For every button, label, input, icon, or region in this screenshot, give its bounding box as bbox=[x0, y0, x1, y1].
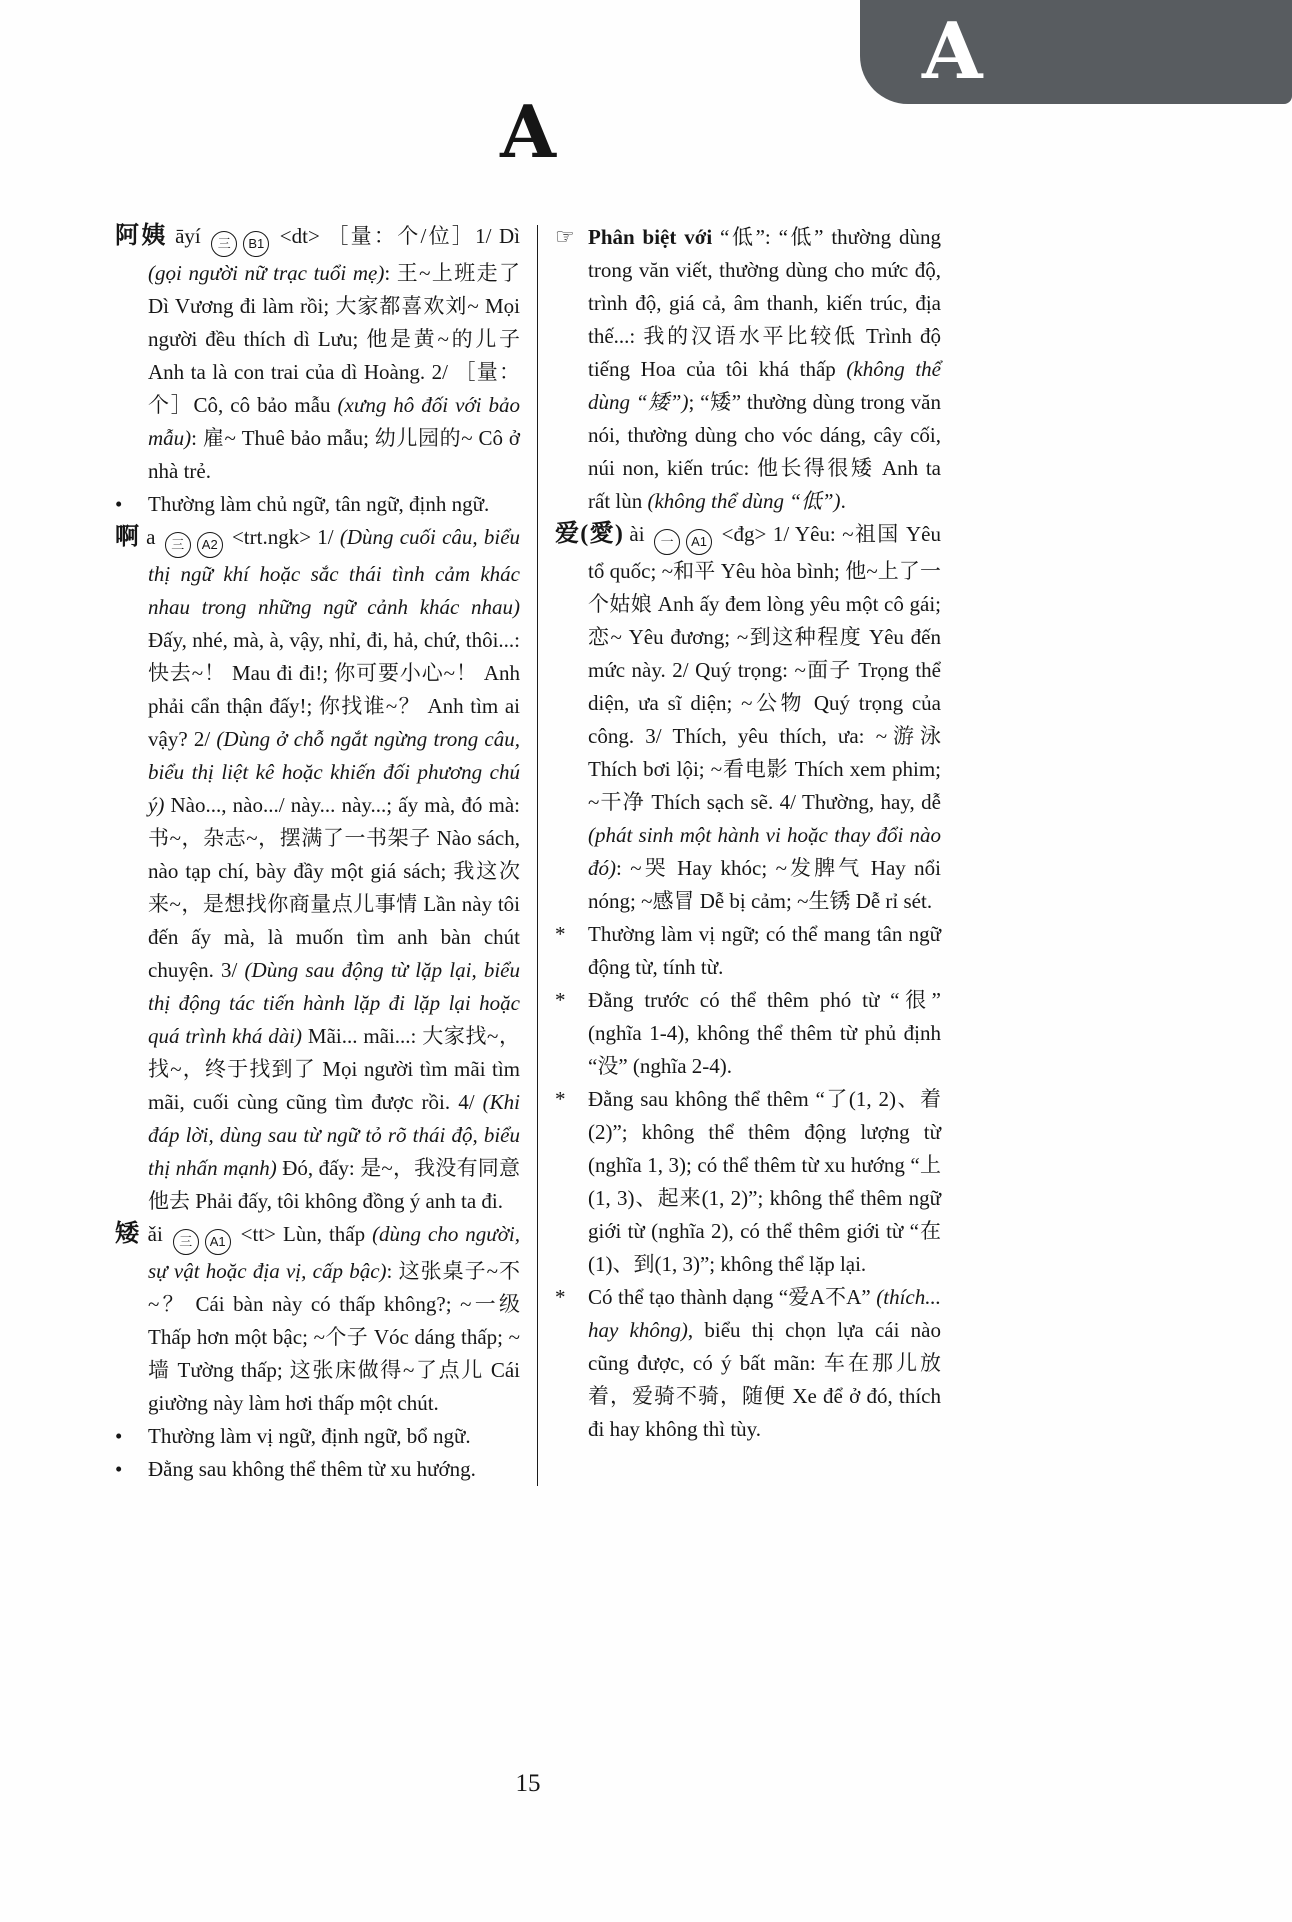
headword: 爱(愛) bbox=[555, 521, 623, 547]
text-segment: (Dùng cuối câu, biểu thị ngữ khí hoặc sắc thái tình cảm khác nhau trong những ngữ cảnh khác nhau) bbox=[148, 525, 521, 619]
text-segment: Mãi... mãi...: 大家找~，找~，终于找到了 Mọi người tìm mãi tìm mãi, cuối cùng cũng tìm được rồi. 4/ bbox=[148, 1024, 520, 1114]
text-segment: (Dùng ở chỗ ngắt ngừng trong câu, biểu thị liệt kê hoặc khiến đối phương chú ý) bbox=[148, 727, 520, 817]
list-marker: • bbox=[115, 1457, 123, 1481]
text-segment: “低”: “低” thường dùng trong văn viết, thường dùng cho mức độ, trình độ, giá cả, âm thanh, kiến trúc, địa thế...: 我的汉语水平比较低 Trình độ tiếng Hoa của tôi khá thấp bbox=[588, 225, 941, 381]
text-segment: Đằng sau không thể thêm “了(1, 2)、着(2)”; không thể thêm động lượng từ (nghĩa 1, 3); có thể thêm từ xu hướng “上(1, 3)、起来(1, 2)”; không thể thêm ngữ giới từ (nghĩa 2), có thể thêm giới từ “在(1)、到(1, 3)”; không thể lặp lại. bbox=[588, 1087, 941, 1276]
text-segment: (không thể dùng “低”) bbox=[647, 489, 841, 513]
section-tab-letter: A bbox=[922, 6, 983, 97]
text-segment: Thường làm vị ngữ; có thể mang tân ngữ động từ, tính từ. bbox=[588, 922, 941, 979]
text-segment: Phân biệt với bbox=[588, 225, 713, 249]
text-segment: Đấy, nhé, mà, à, vậy, nhỉ, đi, hả, chứ, thôi...: 快去~！ Mau đi đi!; 你可要小心~！ Anh phải cẩn thận đấy!; 你找谁~？ Anh tìm ai vậy? 2/ bbox=[148, 628, 520, 751]
level-badge: 一 bbox=[654, 529, 680, 555]
right-column bbox=[555, 220, 941, 1486]
text-segment: , biểu thị chọn lựa cái nào cũng được, có ý bất mãn: 车在那儿放着，爱骑不骑，随便 Xe để ở đó, thích đi hay không thì tùy. bbox=[588, 1318, 941, 1441]
headword: 啊 bbox=[115, 524, 140, 550]
text-segment: Thường làm chủ ngữ, tân ngữ, định ngữ. bbox=[148, 492, 490, 516]
list-marker: * bbox=[555, 1285, 566, 1309]
text-segment: : 这张桌子~不~？ Cái bàn này có thấp không?; ~一级 Thấp hơn một bậc; ~个子 Vóc dáng thấp; ~墙 Tường thấp; 这张床做得~了点儿 Cái giường này làm hơi thấp một chút. bbox=[148, 1259, 520, 1415]
grammar-bullet-note bbox=[115, 488, 520, 521]
text-segment: (dùng cho người, sự vật hoặc địa vị, cấp bậc) bbox=[148, 1222, 520, 1283]
text-segment: (gọi người nữ trạc tuổi mẹ) bbox=[148, 261, 385, 285]
text-segment: <đg> 1/ Yêu: ~祖国 Yêu tổ quốc; ~和平 Yêu hòa bình; 他~上了一个姑娘 Anh ấy đem lòng yêu một cô gái; 恋~ Yêu đương; ~到这种程度 Yêu đến mức này. 2/ Quý trọng: ~面子 Trọng thể diện, ưa sĩ diện; ~公物 Quý trọng của công. 3/ Thích, yêu thích, ưa: ~游泳 Thích bơi lội; ~看电影 Thích xem phim; ~干净 Thích sạch sẽ. 4/ Thường, hay, dễ bbox=[588, 522, 942, 814]
grammar-bullet-note bbox=[115, 1453, 520, 1486]
text-segment: (xưng hô đối với bảo mẫu) bbox=[148, 393, 520, 450]
text-segment: : ~哭 Hay khóc; ~发脾气 Hay nổi nóng; ~感冒 Dễ bị cảm; ~生锈 Dễ rỉ sét. bbox=[588, 856, 941, 913]
text-segment: (Khi đáp lời, dùng sau từ ngữ tỏ rõ thái độ, biểu thị nhấn mạnh) bbox=[148, 1090, 520, 1180]
dictionary-entry bbox=[555, 518, 941, 918]
list-marker: • bbox=[115, 492, 123, 516]
grammar-bullet-note bbox=[115, 1420, 520, 1453]
level-badge: A1 bbox=[686, 529, 712, 555]
dictionary-entry bbox=[115, 220, 520, 488]
list-marker: * bbox=[555, 1087, 566, 1111]
headword: 阿姨 bbox=[115, 223, 168, 249]
left-column bbox=[115, 220, 520, 1486]
text-segment: ài bbox=[622, 522, 652, 546]
text-segment: (Dùng sau động từ lặp lại, biểu thị động tác tiến hành lặp đi lặp lại hoặc quá trình khá dài) bbox=[148, 958, 521, 1048]
dictionary-columns bbox=[115, 220, 941, 1486]
level-badge: 三 bbox=[211, 231, 237, 257]
text-segment: ; “矮” thường dùng trong văn nói, thường dùng cho vóc dáng, cây cối, núi non, kiến trúc: 他长得很矮 Anh ta rất lùn bbox=[588, 390, 941, 513]
text-segment: . bbox=[840, 489, 846, 513]
text-segment: āyí bbox=[167, 224, 209, 248]
section-heading: A bbox=[500, 89, 556, 174]
text-segment: Đằng sau không thể thêm từ xu hướng. bbox=[148, 1457, 476, 1481]
level-badge: B1 bbox=[243, 231, 269, 257]
headword: 矮 bbox=[115, 1221, 141, 1247]
text-segment: Thường làm vị ngữ, định ngữ, bổ ngữ. bbox=[148, 1424, 471, 1448]
text-segment: a bbox=[139, 525, 162, 549]
text-segment: <trt.ngk> 1/ bbox=[225, 525, 340, 549]
grammar-star-note bbox=[555, 1083, 941, 1281]
list-marker: * bbox=[555, 922, 566, 946]
text-segment: <tt> Lùn, thấp bbox=[233, 1222, 373, 1246]
text-segment: : 雇~ Thuê bảo mẫu; 幼儿园的~ Cô ở nhà trẻ. bbox=[148, 426, 520, 483]
level-badge: 三 bbox=[173, 1229, 199, 1255]
page-number: 15 bbox=[515, 1770, 541, 1797]
text-segment: Có thể tạo thành dạng “爱A不A” bbox=[588, 1285, 877, 1309]
level-badge: 三 bbox=[165, 532, 191, 558]
text-segment: (phát sinh một hành vi hoặc thay đổi nào đó) bbox=[588, 823, 941, 880]
grammar-star-note bbox=[555, 918, 941, 984]
text-segment: (thích... hay không) bbox=[588, 1285, 941, 1342]
grammar-star-note bbox=[555, 1281, 941, 1446]
pointing-hand-icon: ☞ bbox=[555, 224, 575, 249]
text-segment: <dt> ［量：个/位］1/ Dì bbox=[272, 224, 520, 248]
dictionary-entry bbox=[115, 521, 520, 1218]
text-segment: Nào..., nào.../ này... này...; ấy mà, đó mà: 书~，杂志~，摆满了一书架子 Nào sách, nào tạp chí, bày đầy một giá sách; 我这次来~，是想找你商量点儿事情 Lần này tôi đến ấy mà, là muốn tìm anh bàn chút chuyện. 3/ bbox=[148, 793, 520, 982]
usage-comparison-note bbox=[555, 220, 941, 518]
list-marker: * bbox=[555, 988, 566, 1012]
text-segment: Đằng trước có thể thêm phó từ “很” (nghĩa 1-4), không thể thêm từ phủ định “没” (nghĩa 2-4). bbox=[588, 988, 941, 1078]
grammar-star-note bbox=[555, 984, 941, 1083]
level-badge: A2 bbox=[197, 532, 223, 558]
list-marker: • bbox=[115, 1424, 123, 1448]
text-segment: : 王~上班走了 Dì Vương đi làm rồi; 大家都喜欢刘~ Mọi người đều thích dì Lưu; 他是黄~的儿子 Anh ta là con trai của dì Hoàng. 2/ ［量：个］Cô, cô bảo mẫu bbox=[148, 261, 520, 417]
column-divider bbox=[537, 225, 538, 1486]
text-segment: ǎi bbox=[140, 1222, 170, 1246]
level-badge: A1 bbox=[205, 1229, 231, 1255]
dictionary-entry bbox=[115, 1218, 520, 1420]
section-thumb-tab bbox=[860, 0, 1292, 104]
text-segment: (không thể dùng “矮”) bbox=[588, 357, 941, 414]
text-segment: Đó, đấy: 是~，我没有同意他去 Phải đấy, tôi không đồng ý anh ta đi. bbox=[148, 1156, 521, 1213]
